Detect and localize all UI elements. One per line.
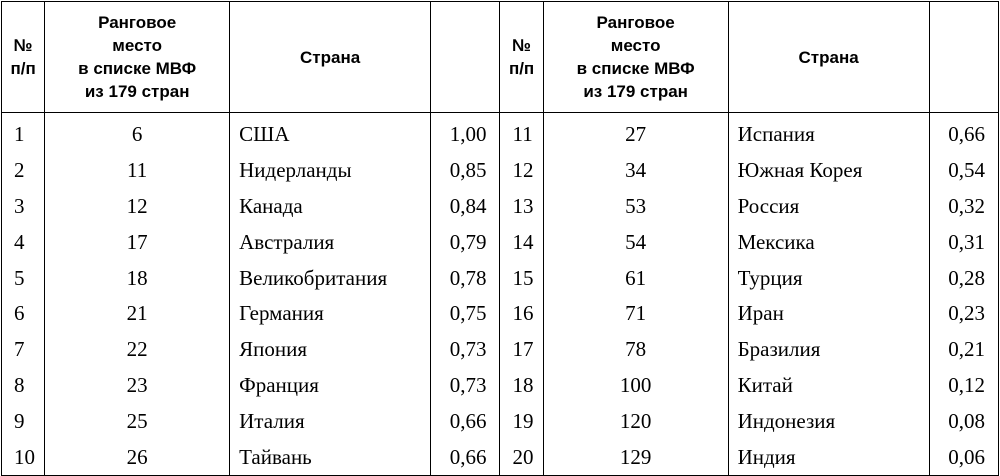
table-body [2, 113, 999, 476]
cell-num-right: 19 [500, 403, 543, 439]
table-header-row [2, 2, 999, 113]
cell-num-left: 2 [2, 153, 45, 189]
cell-rank-left: 17 [45, 224, 230, 260]
cell-rank-left: 11 [45, 153, 230, 189]
cell-rank-right: 53 [543, 189, 728, 225]
cell-value-right: 0,06 [929, 439, 998, 475]
cell-value-left: 0,84 [431, 189, 500, 225]
cell-value-left: 0,85 [431, 153, 500, 189]
cell-country-right: Бразилия [728, 332, 929, 368]
header-value-right [929, 2, 998, 113]
country-rank-table [1, 1, 999, 476]
cell-rank-left: 25 [45, 403, 230, 439]
cell-country-left: Франция [230, 368, 431, 404]
cell-num-right: 18 [500, 368, 543, 404]
cell-rank-right: 129 [543, 439, 728, 475]
cell-rank-left: 21 [45, 296, 230, 332]
table-row [2, 113, 999, 153]
cell-country-left: Нидерланды [230, 153, 431, 189]
cell-num-right: 17 [500, 332, 543, 368]
cell-num-right: 12 [500, 153, 543, 189]
cell-rank-left: 26 [45, 439, 230, 475]
cell-country-right: Россия [728, 189, 929, 225]
cell-country-right: Индонезия [728, 403, 929, 439]
cell-rank-left: 23 [45, 368, 230, 404]
cell-value-right: 0,31 [929, 224, 998, 260]
cell-value-left: 0,79 [431, 224, 500, 260]
cell-rank-left: 6 [45, 113, 230, 153]
cell-rank-left: 12 [45, 189, 230, 225]
header-num-left: № п/п [2, 2, 45, 113]
cell-num-right: 14 [500, 224, 543, 260]
cell-rank-right: 27 [543, 113, 728, 153]
table-row [2, 332, 999, 368]
cell-rank-left: 22 [45, 332, 230, 368]
table-row [2, 224, 999, 260]
cell-num-left: 6 [2, 296, 45, 332]
cell-value-right: 0,66 [929, 113, 998, 153]
table-row [2, 153, 999, 189]
cell-country-right: Южная Корея [728, 153, 929, 189]
cell-num-left: 4 [2, 224, 45, 260]
cell-country-left: Канада [230, 189, 431, 225]
cell-rank-right: 78 [543, 332, 728, 368]
cell-value-right: 0,23 [929, 296, 998, 332]
cell-rank-right: 120 [543, 403, 728, 439]
header-rank-left: Ранговое место в списке МВФ из 179 стран [45, 2, 230, 113]
cell-country-right: Испания [728, 113, 929, 153]
cell-value-right: 0,08 [929, 403, 998, 439]
cell-num-left: 8 [2, 368, 45, 404]
header-country-right: Страна [728, 2, 929, 113]
cell-num-left: 10 [2, 439, 45, 475]
cell-value-right: 0,12 [929, 368, 998, 404]
cell-value-left: 0,75 [431, 296, 500, 332]
cell-num-right: 11 [500, 113, 543, 153]
cell-value-right: 0,21 [929, 332, 998, 368]
cell-country-left: США [230, 113, 431, 153]
cell-country-left: Великобритания [230, 260, 431, 296]
cell-value-left: 0,66 [431, 439, 500, 475]
cell-country-right: Турция [728, 260, 929, 296]
cell-num-right: 13 [500, 189, 543, 225]
cell-rank-right: 61 [543, 260, 728, 296]
header-country-left: Страна [230, 2, 431, 113]
cell-country-left: Австралия [230, 224, 431, 260]
header-num-right: № п/п [500, 2, 543, 113]
cell-value-left: 0,73 [431, 332, 500, 368]
cell-value-left: 0,73 [431, 368, 500, 404]
cell-num-left: 5 [2, 260, 45, 296]
cell-num-left: 1 [2, 113, 45, 153]
table-row [2, 260, 999, 296]
cell-rank-right: 71 [543, 296, 728, 332]
cell-value-right: 0,32 [929, 189, 998, 225]
cell-num-left: 7 [2, 332, 45, 368]
cell-num-left: 9 [2, 403, 45, 439]
cell-rank-right: 54 [543, 224, 728, 260]
header-value-left [431, 2, 500, 113]
cell-value-left: 0,66 [431, 403, 500, 439]
cell-num-right: 15 [500, 260, 543, 296]
cell-value-left: 0,78 [431, 260, 500, 296]
cell-country-left: Япония [230, 332, 431, 368]
cell-num-left: 3 [2, 189, 45, 225]
cell-country-left: Италия [230, 403, 431, 439]
cell-country-right: Индия [728, 439, 929, 475]
cell-num-right: 20 [500, 439, 543, 475]
cell-country-right: Иран [728, 296, 929, 332]
cell-num-right: 16 [500, 296, 543, 332]
table-row [2, 439, 999, 475]
cell-rank-right: 100 [543, 368, 728, 404]
cell-country-right: Китай [728, 368, 929, 404]
table-row [2, 296, 999, 332]
cell-value-left: 1,00 [431, 113, 500, 153]
cell-country-left: Германия [230, 296, 431, 332]
cell-country-left: Тайвань [230, 439, 431, 475]
header-rank-right: Ранговое место в списке МВФ из 179 стран [543, 2, 728, 113]
cell-rank-right: 34 [543, 153, 728, 189]
cell-value-right: 0,54 [929, 153, 998, 189]
cell-value-right: 0,28 [929, 260, 998, 296]
table-row [2, 189, 999, 225]
cell-rank-left: 18 [45, 260, 230, 296]
table-row [2, 368, 999, 404]
cell-country-right: Мексика [728, 224, 929, 260]
table-row [2, 403, 999, 439]
